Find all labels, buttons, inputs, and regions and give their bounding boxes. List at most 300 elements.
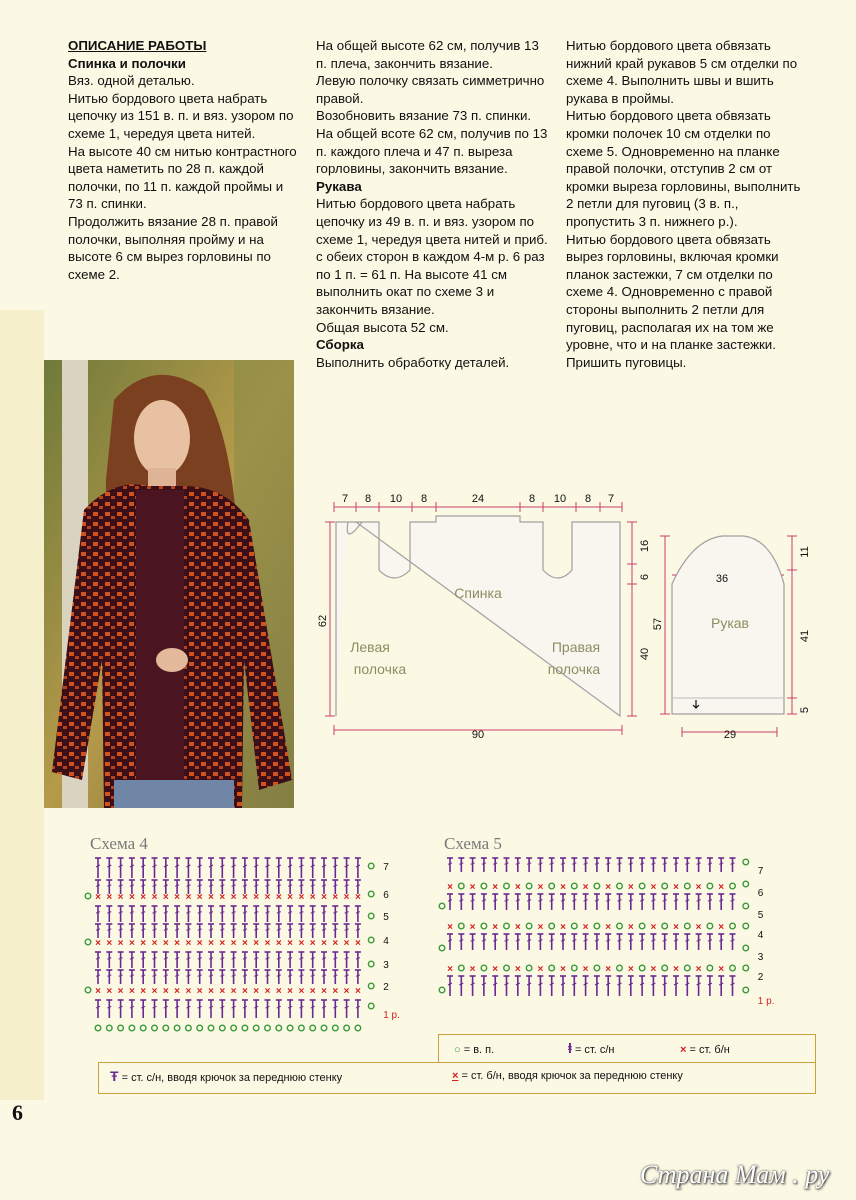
- page-number: 6: [12, 1100, 23, 1125]
- paragraph: Продолжить вязание 28 п. правой полочки, выполняя пройму и на высоте 6 см вырез горловины по схеме 2.: [68, 213, 278, 282]
- double-crochet-stitch-bar: [141, 975, 145, 976]
- front-loop-double-crochet-icon: Ŧ: [110, 1068, 119, 1084]
- chain-stitch: [368, 983, 374, 989]
- single-crochet-stitch: ×: [492, 964, 499, 975]
- single-crochet-stitch: ×: [140, 986, 147, 997]
- double-crochet-stitch-bar: [333, 975, 337, 976]
- dim-top-6: 8: [528, 493, 536, 505]
- chain-stitch: [344, 1025, 350, 1031]
- text-column-2: [316, 37, 548, 371]
- single-crochet-stitch: ×: [174, 986, 181, 997]
- single-crochet-stitch: ×: [605, 964, 612, 975]
- double-crochet-stitch-bar: [674, 863, 678, 864]
- double-crochet-stitch-bar: [299, 929, 303, 930]
- double-crochet-stitch-bar: [198, 885, 202, 886]
- chain-stitch: [707, 923, 713, 929]
- section-heading: ОПИСАНИЕ РАБОТЫ: [68, 38, 207, 53]
- chain-stitch: [549, 965, 555, 971]
- chain-stitch: [481, 923, 487, 929]
- legend-stbn: [680, 1044, 730, 1056]
- double-crochet-stitch-bar: [186, 975, 190, 976]
- single-crochet-stitch: ×: [343, 986, 350, 997]
- chain-stitch: [662, 965, 668, 971]
- chain-stitch: [186, 1025, 192, 1031]
- chain-stitch: [526, 965, 532, 971]
- paragraph: На общей высоте 62 см, получив 13 п. плеча, закончить вязание.: [316, 38, 539, 71]
- legend-stsn: [568, 1040, 615, 1056]
- double-crochet-stitch-bar: [266, 929, 270, 930]
- double-crochet-stitch-bar: [345, 975, 349, 976]
- single-crochet-stitch: ×: [196, 986, 203, 997]
- chain-stitch: [85, 893, 91, 899]
- row-number-label: 5: [383, 912, 389, 923]
- single-crochet-stitch: ×: [185, 892, 192, 903]
- chain-stitch: [333, 1025, 339, 1031]
- double-crochet-stitch-bar: [356, 885, 360, 886]
- double-crochet-stitch-bar: [254, 885, 258, 886]
- double-crochet-stitch-bar: [153, 885, 157, 886]
- row-number-label: 6: [383, 890, 389, 901]
- chain-stitch: [743, 903, 749, 909]
- double-crochet-stitch-bar: [220, 885, 224, 886]
- double-crochet-stitch-bar: [107, 929, 111, 930]
- single-crochet-stitch: ×: [128, 938, 135, 949]
- chain-stitch: [276, 1025, 282, 1031]
- pattern-schematic: [317, 486, 822, 750]
- double-crochet-stitch-bar: [482, 863, 486, 864]
- double-crochet-stitch-bar: [299, 975, 303, 976]
- double-crochet-icon: ⱡ: [568, 1040, 572, 1056]
- chain-stitch: [208, 1025, 214, 1031]
- single-crochet-stitch: ×: [332, 938, 339, 949]
- single-crochet-stitch: ×: [95, 938, 101, 949]
- row-number-label: 4: [757, 930, 764, 941]
- single-crochet-stitch: ×: [650, 922, 657, 933]
- single-crochet-stitch: ×: [492, 882, 499, 893]
- single-crochet-stitch: ×: [582, 964, 589, 975]
- double-crochet-stitch-bar: [640, 863, 644, 864]
- chain-stitch: [685, 965, 691, 971]
- double-crochet-stitch-bar: [243, 929, 247, 930]
- double-crochet-stitch-bar: [186, 929, 190, 930]
- single-crochet-stitch: ×: [241, 938, 248, 949]
- chain-stitch: [152, 1025, 158, 1031]
- chain-stitch: [639, 965, 645, 971]
- double-crochet-stitch-bar: [232, 885, 236, 886]
- single-crochet-stitch: ×: [264, 892, 271, 903]
- legend-stsn-front: [110, 1068, 342, 1084]
- legend-stbn-text: = ст. б/н: [689, 1044, 730, 1056]
- row-number-label: 3: [383, 960, 389, 971]
- single-crochet-stitch: ×: [151, 892, 158, 903]
- single-crochet-stitch: ×: [106, 986, 113, 997]
- site-watermark: Страна Мам . ру: [640, 1160, 830, 1189]
- chain-stitch: [730, 923, 736, 929]
- single-crochet-stitch: ×: [230, 938, 237, 949]
- chain-stitch: [730, 883, 736, 889]
- dim-right-1: 16: [639, 539, 651, 553]
- double-crochet-stitch-bar: [345, 885, 349, 886]
- chain-stitch: [85, 987, 91, 993]
- chain-stitch: [617, 883, 623, 889]
- double-crochet-stitch-bar: [175, 885, 179, 886]
- chain-stitch: [549, 883, 555, 889]
- single-crochet-stitch: ×: [264, 938, 271, 949]
- double-crochet-stitch-bar: [651, 863, 655, 864]
- double-crochet-stitch-bar: [141, 929, 145, 930]
- double-crochet-stitch-bar: [119, 975, 123, 976]
- single-crochet-stitch: ×: [627, 882, 634, 893]
- paragraph: Возобновить вязание 73 п. спинки. На общей всоте 62 см, получив по 13 п. каждого плеча и 47 п. выреза горловины, закончить вязание.: [316, 108, 548, 177]
- single-crochet-stitch: ×: [354, 892, 361, 903]
- single-crochet-stitch: ×: [627, 964, 634, 975]
- single-crochet-stitch: ×: [627, 922, 634, 933]
- single-crochet-stitch: ×: [253, 986, 260, 997]
- single-crochet-stitch: ×: [208, 892, 214, 903]
- single-crochet-stitch: ×: [650, 964, 657, 975]
- double-crochet-stitch-bar: [175, 975, 179, 976]
- paragraph: Нитью бордового цвета набрать цепочку из 49 в. п. и вяз. узором по схеме 1, чередуя цвета нитей и приб. с обеих сторон в каждом 4-м р. 6 раз по 1 п. = 61 п. На высоте 41 см выполнить окат по схеме 3 и закончить вязание.: [316, 196, 548, 317]
- dim-sleeve-bottom: 29: [723, 729, 737, 741]
- single-crochet-stitch: ×: [117, 986, 124, 997]
- chain-stitch: [368, 913, 374, 919]
- chain-stitch: [107, 1025, 113, 1031]
- single-crochet-stitch: ×: [447, 922, 453, 933]
- double-crochet-stitch-bar: [107, 975, 111, 976]
- subheading-assembly: Сборка: [316, 337, 364, 353]
- paragraph: Общая высота 52 см.: [316, 319, 449, 335]
- single-crochet-stitch: ×: [447, 882, 453, 893]
- chain-stitch: [572, 923, 578, 929]
- double-crochet-stitch-bar: [254, 929, 258, 930]
- single-crochet-stitch: ×: [343, 938, 350, 949]
- single-crochet-stitch: ×: [185, 986, 192, 997]
- chain-stitch: [95, 1025, 101, 1031]
- single-crochet-stitch: ×: [174, 938, 181, 949]
- double-crochet-stitch-bar: [697, 863, 701, 864]
- schema5-title: Схема 5: [444, 834, 502, 853]
- dim-top-2: 8: [364, 493, 372, 505]
- double-crochet-stitch-bar: [572, 863, 576, 864]
- single-crochet-stitch: ×: [264, 986, 271, 997]
- chain-stitch: [321, 1025, 327, 1031]
- double-crochet-stitch-bar: [107, 885, 111, 886]
- single-crochet-stitch: ×: [321, 892, 327, 903]
- row-number-label: 5: [757, 910, 764, 921]
- chain-stitch: [118, 1025, 124, 1031]
- double-crochet-stitch-bar: [459, 863, 463, 864]
- chain-stitch: [368, 937, 374, 943]
- paragraph: Левую полочку связать симметрично правой.: [316, 73, 545, 106]
- model-photo: [44, 360, 294, 808]
- chain-stitch: [368, 961, 374, 967]
- dim-sleeve-right-2: 41: [799, 629, 811, 643]
- single-crochet-stitch: ×: [605, 922, 612, 933]
- double-crochet-stitch-bar: [198, 975, 202, 976]
- text-column-3: [566, 37, 802, 371]
- double-crochet-stitch-bar: [618, 863, 622, 864]
- row-number-label: 3: [757, 952, 764, 963]
- row-number-label: 1 р.: [757, 996, 775, 1007]
- row-number-label: 7: [757, 866, 764, 877]
- double-crochet-stitch-bar: [505, 863, 509, 864]
- double-crochet-stitch-bar: [663, 863, 667, 864]
- row-number-label: 6: [757, 888, 764, 899]
- double-crochet-stitch-bar: [96, 885, 100, 886]
- double-crochet-stitch-bar: [96, 929, 100, 930]
- double-crochet-stitch-bar: [345, 929, 349, 930]
- single-crochet-stitch: ×: [447, 964, 453, 975]
- double-crochet-stitch-bar: [708, 863, 712, 864]
- double-crochet-stitch-bar: [164, 885, 168, 886]
- chain-stitch: [242, 1025, 248, 1031]
- single-crochet-stitch: ×: [185, 938, 192, 949]
- double-crochet-stitch-bar: [232, 975, 236, 976]
- single-crochet-stitch: ×: [287, 892, 294, 903]
- schema4-chart: [84, 856, 404, 1036]
- chain-stitch: [743, 965, 749, 971]
- dim-sleeve-top: 36: [715, 573, 729, 585]
- single-crochet-stitch: ×: [219, 938, 226, 949]
- single-crochet-stitch: ×: [95, 892, 101, 903]
- chain-stitch: [287, 1025, 293, 1031]
- single-crochet-stitch: ×: [287, 938, 294, 949]
- double-crochet-stitch-bar: [288, 929, 292, 930]
- double-crochet-stitch-bar: [277, 885, 281, 886]
- chain-stitch: [163, 1025, 169, 1031]
- double-crochet-stitch-bar: [266, 885, 270, 886]
- double-crochet-stitch-bar: [516, 863, 520, 864]
- single-crochet-stitch: ×: [162, 986, 169, 997]
- double-crochet-stitch-bar: [493, 863, 497, 864]
- double-crochet-stitch-bar: [629, 863, 633, 864]
- double-crochet-stitch-bar: [288, 975, 292, 976]
- dim-top-5: 24: [471, 493, 485, 505]
- single-crochet-stitch: ×: [537, 922, 544, 933]
- dim-sleeve-right-3: 5: [799, 706, 811, 714]
- chain-stitch: [549, 923, 555, 929]
- double-crochet-stitch-bar: [322, 885, 326, 886]
- dim-bottom-width: 90: [471, 729, 485, 741]
- single-crochet-stitch: ×: [492, 922, 499, 933]
- chain-stitch: [355, 1025, 361, 1031]
- single-crochet-stitch: ×: [514, 964, 521, 975]
- label-left-front-2: полочка: [353, 661, 407, 677]
- single-crochet-stitch: ×: [695, 922, 702, 933]
- chain-stitch: [526, 923, 532, 929]
- single-crochet-stitch: ×: [582, 922, 589, 933]
- row-number-label: 7: [383, 862, 389, 873]
- double-crochet-stitch-bar: [550, 863, 554, 864]
- single-crochet-stitch: ×: [162, 892, 169, 903]
- double-crochet-stitch-bar: [220, 929, 224, 930]
- chain-stitch: [594, 883, 600, 889]
- double-crochet-stitch-bar: [277, 975, 281, 976]
- double-crochet-stitch-bar: [232, 929, 236, 930]
- single-crochet-stitch: ×: [128, 986, 135, 997]
- chain-stitch: [504, 883, 510, 889]
- chain-stitch: [594, 923, 600, 929]
- double-crochet-stitch-bar: [254, 975, 258, 976]
- double-crochet-stitch-bar: [130, 885, 134, 886]
- paragraph: На высоте 40 см нитью контрастного цвета наметить по 28 п. каждой полочки, по 11 п. каждой проймы и 73 п. спинки.: [68, 143, 297, 212]
- single-crochet-stitch: ×: [582, 882, 589, 893]
- single-crochet-stitch: ×: [208, 938, 214, 949]
- page-side-strip: [0, 310, 44, 1100]
- dim-top-1: 7: [341, 493, 349, 505]
- chain-stitch: [594, 965, 600, 971]
- double-crochet-stitch-bar: [130, 929, 134, 930]
- single-crochet-stitch: ×: [298, 938, 305, 949]
- chain-stitch: [459, 883, 465, 889]
- single-crochet-stitch: ×: [275, 938, 282, 949]
- double-crochet-stitch-bar: [153, 929, 157, 930]
- dim-top-9: 7: [607, 493, 615, 505]
- chain-stitch: [743, 923, 749, 929]
- chain-stitch: [231, 1025, 237, 1031]
- single-crochet-icon: ×: [680, 1044, 687, 1056]
- single-crochet-stitch: ×: [253, 892, 260, 903]
- front-loop-single-crochet-icon: ×: [452, 1070, 459, 1082]
- single-crochet-stitch: ×: [117, 892, 124, 903]
- label-left-front-1: Левая: [350, 639, 390, 655]
- single-crochet-stitch: ×: [219, 986, 226, 997]
- double-crochet-stitch-bar: [209, 885, 213, 886]
- single-crochet-stitch: ×: [95, 986, 101, 997]
- double-crochet-stitch-bar: [538, 863, 542, 864]
- chain-stitch: [439, 945, 445, 951]
- single-crochet-stitch: ×: [309, 986, 316, 997]
- single-crochet-stitch: ×: [253, 938, 260, 949]
- single-crochet-stitch: ×: [514, 922, 521, 933]
- single-crochet-stitch: ×: [196, 938, 203, 949]
- single-crochet-stitch: ×: [354, 986, 361, 997]
- double-crochet-stitch-bar: [595, 863, 599, 864]
- chain-stitch: [526, 883, 532, 889]
- chain-stitch: [685, 923, 691, 929]
- single-crochet-stitch: ×: [208, 986, 214, 997]
- single-crochet-stitch: ×: [560, 882, 566, 893]
- legend-vp: [454, 1044, 494, 1056]
- chain-stitch: [707, 883, 713, 889]
- single-crochet-stitch: ×: [162, 938, 169, 949]
- legend-stsn-text: = ст. с/н: [574, 1044, 615, 1056]
- row-number-label: 2: [757, 972, 764, 983]
- chain-stitch: [685, 883, 691, 889]
- single-crochet-stitch: ×: [718, 882, 725, 893]
- double-crochet-stitch-bar: [448, 863, 452, 864]
- double-crochet-stitch-bar: [311, 885, 315, 886]
- double-crochet-stitch-bar: [130, 975, 134, 976]
- chain-stitch: [743, 859, 749, 865]
- single-crochet-stitch: ×: [332, 892, 339, 903]
- double-crochet-stitch-bar: [311, 929, 315, 930]
- double-crochet-stitch-bar: [606, 863, 610, 864]
- chain-stitch: [617, 965, 623, 971]
- double-crochet-stitch-bar: [220, 975, 224, 976]
- dim-sleeve-height: 57: [652, 617, 664, 631]
- chain-stitch: [140, 1025, 146, 1031]
- chain-stitch: [707, 965, 713, 971]
- subheading-sleeves: Рукава: [316, 178, 362, 194]
- chain-stitch: [662, 883, 668, 889]
- double-crochet-stitch-bar: [299, 885, 303, 886]
- single-crochet-stitch: ×: [673, 882, 679, 893]
- single-crochet-stitch: ×: [469, 882, 476, 893]
- chain-stitch: [662, 923, 668, 929]
- label-right-front-1: Правая: [551, 639, 601, 655]
- double-crochet-stitch-bar: [356, 929, 360, 930]
- chain-stitch: [639, 883, 645, 889]
- single-crochet-stitch: ×: [718, 964, 725, 975]
- chain-stitch: [743, 987, 749, 993]
- chain-stitch: [639, 923, 645, 929]
- chain-stitch: [743, 881, 749, 887]
- double-crochet-stitch-bar: [266, 975, 270, 976]
- single-crochet-stitch: ×: [241, 892, 248, 903]
- chain-stitch: [572, 965, 578, 971]
- legend-stbn-front-text: = ст. б/н, вводя крючок за переднюю стенку: [461, 1070, 683, 1082]
- double-crochet-stitch-bar: [164, 975, 168, 976]
- double-crochet-stitch-bar: [141, 885, 145, 886]
- legend-vp-text: = в. п.: [463, 1044, 495, 1056]
- double-crochet-stitch-bar: [731, 863, 735, 864]
- single-crochet-stitch: ×: [275, 986, 282, 997]
- single-crochet-stitch: ×: [174, 892, 181, 903]
- chain-stitch: [368, 1003, 374, 1009]
- double-crochet-stitch-bar: [288, 885, 292, 886]
- single-crochet-stitch: ×: [321, 938, 327, 949]
- chain-stitch: [439, 903, 445, 909]
- dim-top-3: 10: [389, 493, 403, 505]
- single-crochet-stitch: ×: [537, 882, 544, 893]
- single-crochet-stitch: ×: [275, 892, 282, 903]
- chain-stitch: [368, 863, 374, 869]
- double-crochet-stitch-bar: [96, 975, 100, 976]
- row-number-label: 4: [383, 936, 389, 947]
- single-crochet-stitch: ×: [106, 938, 113, 949]
- double-crochet-stitch-bar: [527, 863, 531, 864]
- double-crochet-stitch-bar: [119, 885, 123, 886]
- double-crochet-stitch-bar: [719, 863, 723, 864]
- double-crochet-stitch-bar: [209, 929, 213, 930]
- row-number-label: 1 р.: [383, 1010, 400, 1021]
- single-crochet-stitch: ×: [298, 892, 305, 903]
- chain-stitch: [85, 939, 91, 945]
- dim-right-2: 6: [639, 573, 651, 581]
- chain-stitch: [572, 883, 578, 889]
- dim-top-7: 10: [553, 493, 567, 505]
- double-crochet-stitch-bar: [209, 975, 213, 976]
- single-crochet-stitch: ×: [605, 882, 612, 893]
- double-crochet-stitch-bar: [322, 975, 326, 976]
- dim-top-8: 8: [584, 493, 592, 505]
- paragraph: Нитью бордового цвета набрать цепочку из 151 в. п. и вяз. узором по схеме 1, чередуя цвета нитей.: [68, 90, 294, 141]
- paragraph: Нитью бордового цвета обвязать нижний край рукавов 5 см отделки по схеме 4. Выполнить швы и вшить рукава в проймы.: [566, 38, 798, 106]
- single-crochet-stitch: ×: [287, 986, 294, 997]
- single-crochet-stitch: ×: [241, 986, 248, 997]
- dim-left-height: 62: [317, 614, 329, 628]
- subheading-back-fronts: Спинка и полочки: [68, 55, 186, 71]
- double-crochet-stitch-bar: [561, 863, 565, 864]
- double-crochet-stitch-bar: [333, 929, 337, 930]
- chain-stitch: [481, 965, 487, 971]
- paragraph: Нитью бордового цвета обвязать кромки полочек 10 см отделки по схеме 5. Одновременно на планке правой полочки, отступив 2 см от кромки выреза горловины, выполнить 2 петли для пуговиц (3 в. п., пропустить 3 п. нижнего р.).: [566, 108, 801, 229]
- chain-stitch: [197, 1025, 203, 1031]
- chain-stitch: [617, 923, 623, 929]
- schema5-chart: [438, 856, 778, 1012]
- double-crochet-stitch-bar: [175, 929, 179, 930]
